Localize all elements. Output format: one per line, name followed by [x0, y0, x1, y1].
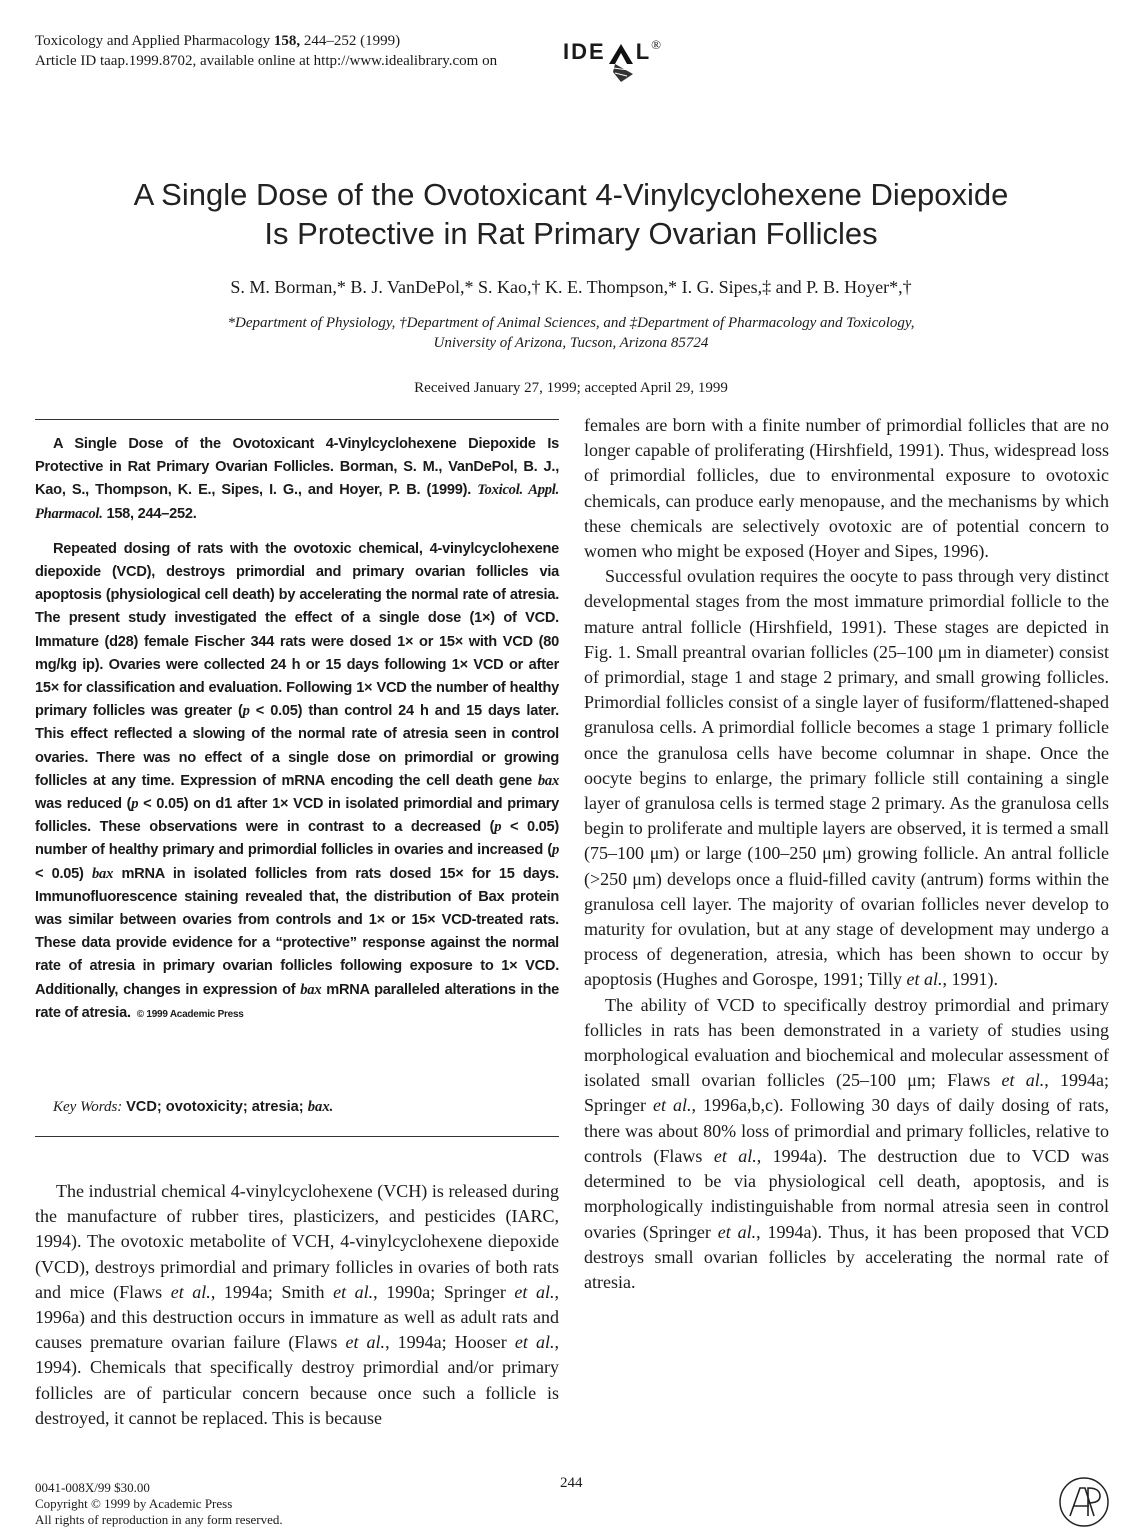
intro-paragraph-2: Successful ovulation requires the oocyte to pass through very distinct developmental stages from the most immature primordial follicle to the mature antral follicle (Hirshfield, 1991). These stages are depicted in Fig. 1. Small preantral ovarian follicles (25–100 μm in diameter) consist of primordial, stage 1 and stage 2 primary, and small growing follicles. Primordial follicles consist of a single layer of fusiform/flattened-shaped granulosa cells. A primordial follicle becomes a stage 1 primary follicle once the granulosa cells have become columnar in shape. Once the oocyte begins to enlarge, the primary follicle still containing a single layer of granulosa cells is termed stage 2 primary. As the granulosa cells begin to proliferate and multiple layers are observed, it is termed a small (75–100 μm) or large (100–250 μm) growing follicle. An antral follicle (>250 μm) develops once a fluid-filled cavity (antrum) forms within the granulosa cell layer. The majority of ovarian follicles never develop to maturity for ovulation, but at any stage of development may undergo a process of degeneration, atresia, which has been shown to occur by apoptosis (Hughes and Gorospe, 1991; Tilly et al., 1991). — [584, 566, 1109, 990]
body-right-column — [584, 413, 1109, 1295]
intro-paragraph-1-continued: females are born with a finite number of primordial follicles that are no longer capable of proliferating (Hirshfield, 1991). Thus, widespread loss of primordial follicles, due to environmental exposure to ovotoxic chemicals, can produce early menopause, and the mechanisms by which these chemicals are selectively ovotoxic are of potential concern to women who might be exposed (Hoyer and Sipes, 1996). — [584, 415, 1109, 562]
academic-press-icon — [1058, 1476, 1110, 1528]
affiliations: *Department of Physiology, †Department of Animal Sciences, and ‡Department of Pharmacology and Toxicology, University of Arizona, Tucson, Arizona 85724 — [227, 315, 915, 351]
article-id-line: Article ID taap.1999.8702, available online at http://www.idealibrary.com on — [35, 53, 498, 69]
abstract-body: Repeated dosing of rats with the ovotoxic chemical, 4-vinylcyclohexene diepoxide (VCD), destroys primordial and primary ovarian follicles via apoptosis (physiological cell death) by accelerating the normal rate of atresia. The present study investigated the effect of a single dose (1×) of VCD. Immature (d28) female Fischer 344 rats were dosed 1× or 15× with VCD (80 mg/kg ip). Ovaries were collected 24 h or 15 days following 1× VCD or after 15× for classification and evaluation. Following 1× VCD the number of healthy primary follicles was greater (p < 0.05) than control 24 h and 15 days later. This effect reflected a slowing of the normal rate of atresia seen in control ovaries. There was no effect of a single dose on primordial or growing follicles at any time. Expression of mRNA encoding the cell death gene bax was reduced (p < 0.05) on d1 after 1× VCD in isolated primordial and primary follicles. These observations were in contrast to a decreased (p < 0.05) number of healthy primary and primordial follicles in ovaries and increased (p < 0.05) bax mRNA in isolated follicles from rats dosed 15× for 15 days. Immunofluorescence staining revealed that, the distribution of Bax protein was similar between ovaries from controls and 1× or 15× VCD-treated rats. These data provide evidence for a “protective” response against the normal rate of atresia in primary ovarian follicles following exposure to 1× VCD. Additionally, changes in expression of bax mRNA paralleled alterations in the rate of atresia. © 1999 Academic Press — [35, 540, 560, 1021]
received-dates: Received January 27, 1999; accepted April 29, 1999 — [414, 380, 728, 396]
footer-copyright-block: 0041-008X/99 $30.00 Copyright © 1999 by Academic Press All rights of reproduction in any form reserved. — [35, 1480, 283, 1527]
abstract-copyright: © 1999 Academic Press — [136, 1008, 244, 1020]
page-number: 244 — [560, 1475, 583, 1491]
intro-paragraph-3: The ability of VCD to specifically destroy primordial and primary follicles in rats has been demonstrated in a variety of studies using morphological evaluation and biochemical and molecular assessment of isolated small ovarian follicles (25–100 μm; Flaws et al., 1994a; Springer et al., 1996a,b,c). Following 30 days of daily dosing of rats, there was about 80% loss of primordial and primary follicles, relative to controls (Flaws et al., 1994a). The destruction due to VCD was determined to be via physiological cell death, apoptosis, and is morphologically indistinguishable from normal atresia seen in control ovaries (Springer et al., 1994a). Thus, it has been proposed that VCD destroys small ovarian follicles by accelerating the normal rate of atresia. — [584, 994, 1109, 1292]
academic-press-logo — [1058, 1476, 1110, 1533]
keywords: Key Words: VCD; ovotoxicity; atresia; bax. — [53, 1099, 334, 1115]
ideal-a-icon — [607, 40, 635, 82]
body-left-column — [35, 1179, 559, 1431]
journal-header — [35, 31, 497, 71]
ideal-logo: IDE L ® — [563, 40, 661, 82]
author-list: S. M. Borman,* B. J. VanDePol,* S. Kao,† K. E. Thompson,* I. G. Sipes,‡ and P. B. Hoyer*,† — [230, 277, 912, 297]
abstract-bottom-rule — [35, 1136, 559, 1137]
abstract-top-rule — [35, 419, 559, 420]
article-title: A Single Dose of the Ovotoxicant 4-Vinylcyclohexene Diepoxide Is Protective in Rat Primary Ovarian Follicles — [133, 177, 1009, 251]
abstract — [35, 433, 559, 1026]
abstract-citation: A Single Dose of the Ovotoxicant 4-Vinylcyclohexene Diepoxide Is Protective in Rat Primary Ovarian Follicles. Borman, S. M., VanDePol, B. J., Kao, S., Thompson, K. E., Sipes, I. G., and Hoyer, P. B. (1999). Toxicol. Appl. Pharmacol. 158, 244–252. — [35, 436, 559, 522]
intro-paragraph-1: The industrial chemical 4-vinylcyclohexene (VCH) is released during the manufacture of rubber tires, plasticizers, and pesticides (IARC, 1994). The ovotoxic metabolite of VCH, 4-vinylcyclohexene diepoxide (VCD), destroys primordial and primary follicles in ovaries of both rats and mice (Flaws et al., 1994a; Smith et al., 1990a; Springer et al., 1996a) and this destruction occurs in immature as well as adult rats and causes premature ovarian failure (Flaws et al., 1994a; Hooser et al., 1994). Chemicals that specifically destroy primordial and/or primary follicles are of particular concern because once such a follicle is destroyed, it cannot be replaced. This is because — [35, 1181, 559, 1428]
journal-citation-line: Toxicology and Applied Pharmacology 158, 244–252 (1999) — [35, 33, 401, 49]
